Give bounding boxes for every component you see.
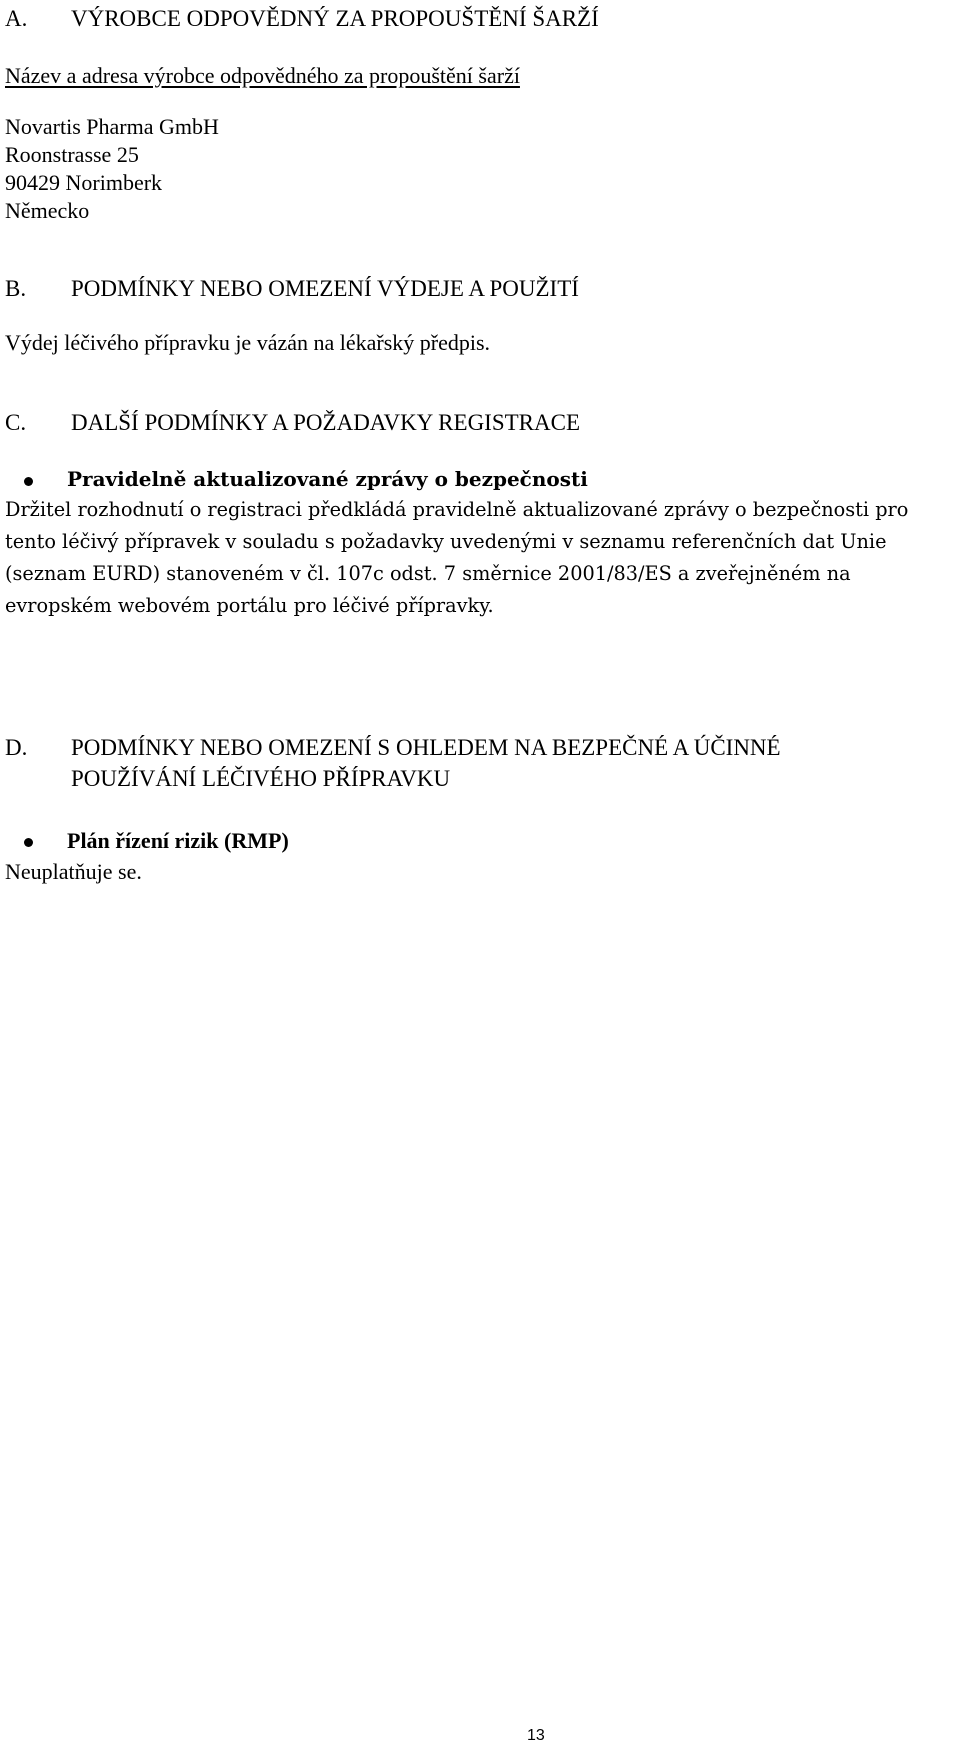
section-b-title: PODMÍNKY NEBO OMEZENÍ VÝDEJE A POUŽITÍ	[71, 276, 579, 301]
page-number: 13	[527, 1727, 545, 1744]
section-d-bullet-title: Plán řízení rizik (RMP)	[67, 828, 289, 853]
section-a-letter: A.	[5, 6, 28, 31]
section-b-heading	[5, 274, 579, 304]
section-c-title: DALŠÍ PODMÍNKY A POŽADAVKY REGISTRACE	[71, 410, 581, 435]
manufacturer-street: Roonstrasse 25	[5, 142, 139, 167]
section-d-text: Neuplatňuje se.	[5, 859, 142, 884]
section-d-title-line-2: POUŽÍVÁNÍ LÉČIVÉHO PŘÍPRAVKU	[71, 766, 451, 791]
section-c-paragraph-line-1: Držitel rozhodnutí o registraci předkládá pravidelně aktualizované zprávy o bezpečnosti pro	[5, 498, 909, 521]
section-a-subtitle: Název a adresa výrobce odpovědného za propouštění šarží	[5, 63, 520, 88]
section-c-paragraph-line-2: tento léčivý přípravek v souladu s požadavky uvedenými v seznamu referenčních dat Unie	[5, 530, 887, 553]
section-c-heading	[5, 408, 580, 438]
section-b-letter: B.	[5, 276, 27, 301]
section-c-bullet-title: Pravidelně aktualizované zprávy o bezpečnosti	[67, 467, 588, 491]
manufacturer-name: Novartis Pharma GmbH	[5, 114, 219, 139]
section-c-paragraph-line-4: evropském webovém portálu pro léčivé přípravky.	[5, 594, 494, 617]
section-a-heading	[5, 4, 599, 34]
section-c-letter: C.	[5, 410, 27, 435]
section-d-letter: D.	[5, 735, 28, 760]
section-d-heading	[5, 733, 781, 763]
manufacturer-country: Německo	[5, 198, 90, 223]
section-d-title-line-1: PODMÍNKY NEBO OMEZENÍ S OHLEDEM NA BEZPEČNÉ A ÚČINNÉ	[71, 735, 781, 760]
bullet-icon	[24, 838, 33, 847]
section-a-title: VÝROBCE ODPOVĚDNÝ ZA PROPOUŠTĚNÍ ŠARŽÍ	[71, 6, 599, 31]
manufacturer-city: 90429 Norimberk	[5, 170, 163, 195]
bullet-icon	[24, 477, 33, 486]
section-c-paragraph-line-3: (seznam EURD) stanoveném v čl. 107c odst. 7 směrnice 2001/83/ES a zveřejněném na	[5, 562, 851, 585]
section-b-text: Výdej léčivého přípravku je vázán na lékařský předpis.	[5, 330, 491, 355]
